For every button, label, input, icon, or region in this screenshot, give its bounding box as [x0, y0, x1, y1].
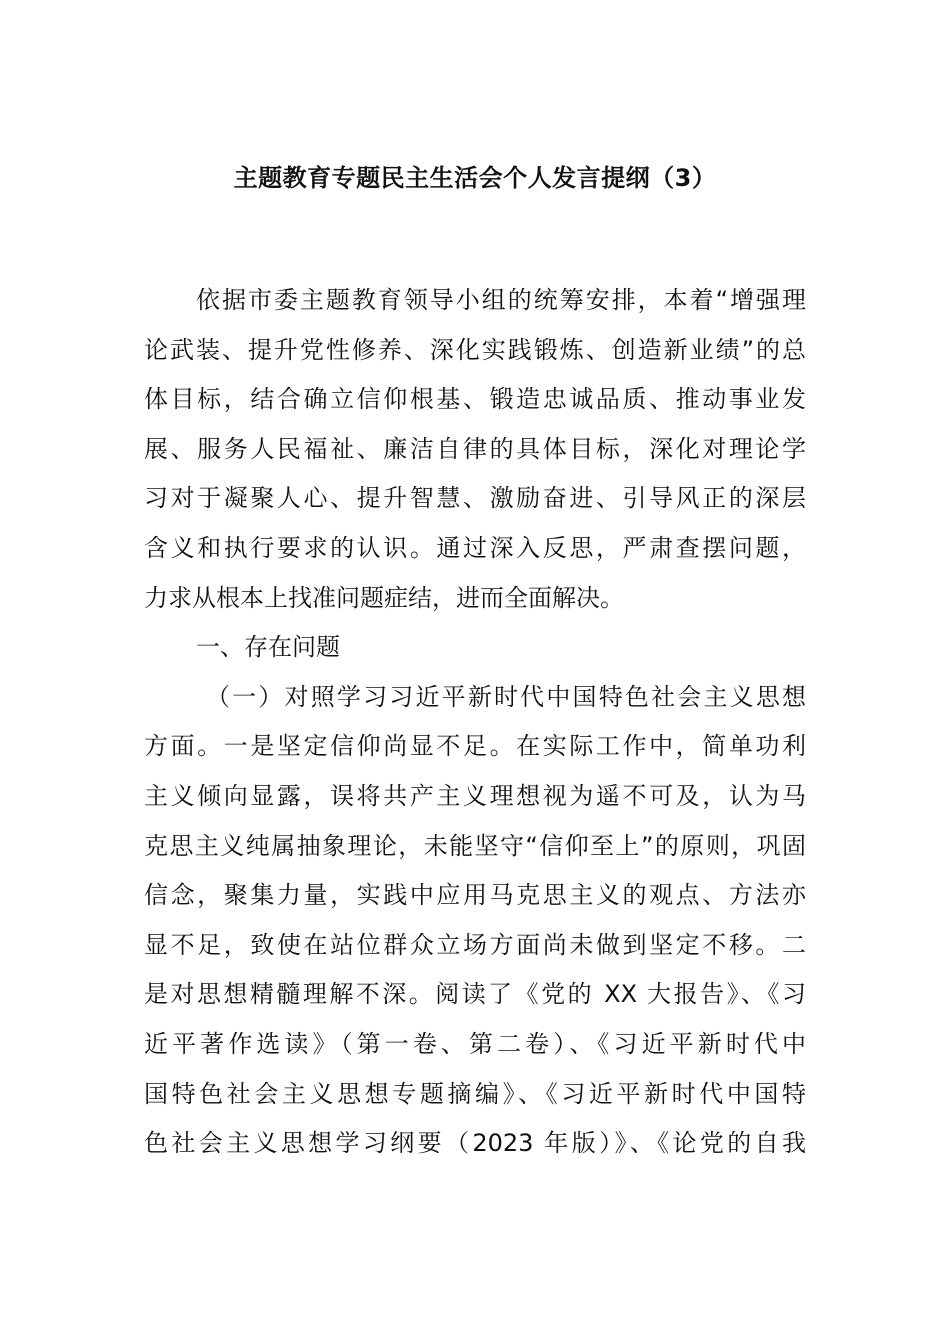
paragraph-line: 方面。一是坚定信仰尚显不足。在实际工作中，简单功利 [144, 732, 806, 761]
paragraph-line: 含义和执行要求的认识。通过深入反思，严肃查摆问题， [144, 533, 806, 562]
paragraph-line: 近平著作选读》（第一卷、第二卷）、《习近平新时代中 [144, 1029, 806, 1058]
paragraph-line: （一）对照学习习近平新时代中国特色社会主义思想 [206, 682, 806, 711]
paragraph-line: 论武装、提升党性修养、深化实践锻炼、创造新业绩”的总 [144, 335, 806, 364]
paragraph-line: 展、服务人民福祉、廉洁自律的具体目标，深化对理论学 [144, 434, 806, 463]
paragraph-line: 显不足，致使在站位群众立场方面尚未做到坚定不移。二 [144, 930, 806, 959]
paragraph-line: 依据市委主题教育领导小组的统筹安排，本着“增强理 [196, 286, 806, 314]
paragraph-line: 是对思想精髓理解不深。阅读了《党的 XX 大报告》、《习 [144, 980, 806, 1009]
paragraph-line: 力求从根本上找准问题症结，进而全面解决。 [144, 583, 624, 612]
paragraph-line: 习对于凝聚人心、提升智慧、激励奋进、引导风正的深层 [144, 484, 806, 513]
paragraph-line: 主义倾向显露，误将共产主义理想视为遥不可及，认为马 [144, 781, 806, 810]
section-heading: 一、存在问题 [196, 633, 340, 662]
document-body [144, 276, 806, 1169]
paragraph-line: 信念，聚集力量，实践中应用马克思主义的观点、方法亦 [144, 881, 806, 910]
issues-paragraph [144, 673, 806, 1169]
intro-paragraph [144, 276, 806, 623]
paragraph-line: 色社会主义思想学习纲要（2023 年版）》、《论党的自我 [144, 1129, 806, 1158]
paragraph-line: 体目标，结合确立信仰根基、锻造忠诚品质、推动事业发 [144, 385, 806, 414]
paragraph-line: 国特色社会主义思想专题摘编》、《习近平新时代中国特 [144, 1079, 806, 1108]
document-title: 主题教育专题民主生活会个人发言提纲（3） [233, 164, 717, 192]
paragraph-line: 克思主义纯属抽象理论，未能坚守“信仰至上”的原则，巩固 [144, 831, 806, 860]
